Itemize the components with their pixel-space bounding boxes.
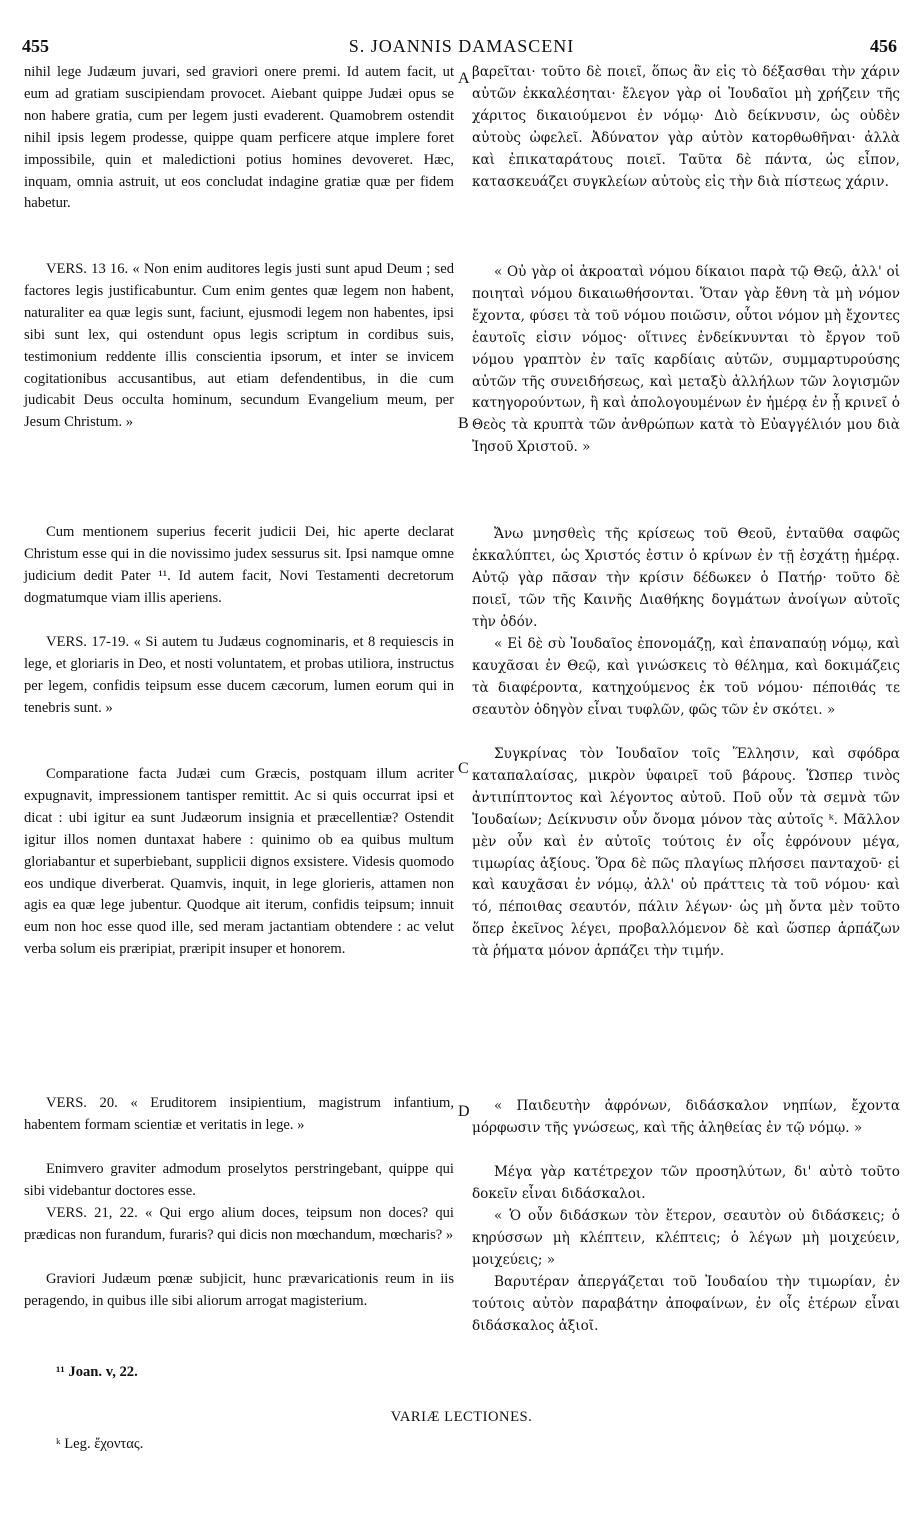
variae-lectiones-heading: VARIÆ LECTIONES. <box>390 1409 533 1425</box>
latin-paragraph: Cum mentionem superius fecerit judicii Dei, hic aperte declarat Christum esse qui in die novissimo judex sessurus sit. Ipsi namque omne judicium dedit Pater ¹¹. Id autem facit, Novi Testamenti decretorum dogmatumque viam illis aperiens. <box>24 524 454 606</box>
section-marker-a: A <box>458 70 470 87</box>
running-title: S. JOANNIS DAMASCENI <box>348 36 575 56</box>
footnote-john: ¹¹ Joan. v, 22. <box>56 1364 138 1380</box>
latin-column <box>24 62 454 1335</box>
greek-paragraph: Μέγα γὰρ κατέτρεχον τῶν προσηλύτων, δι' αὐτὸ τοῦτο δοκεῖν εἶναι διδάσκαλοι. <box>472 1164 900 1202</box>
greek-paragraph: « Παιδευτὴν ἀφρόνων, διδάσκαλον νηπίων, ἔχοντα μόρφωσιν τῆς γνώσεως, καὶ τῆς ἀληθείας ἐν τῷ νόμῳ. » <box>472 1098 900 1136</box>
latin-paragraph: nihil lege Judæum juvari, sed graviori onere premi. Id autem facit, ut eum ad gratiam suscipiendam provocet. Aiebant quippe Judæi opus se non habere gratia, cum per legem justi evaderent. Quamobrem ostendit nihil ipsis legem prodesse, quippe quam perficere atque implere foret impossibile, quin et maledictioni potius homines devoveret. Hæc, inquam, omnia astruit, ut eos concludat indagine gratiæ quæ per fidem habetur. <box>24 64 454 212</box>
greek-paragraph: Ἄνω μνησθεὶς τῆς κρίσεως τοῦ Θεοῦ, ἐνταῦθα σαφῶς ἐκκαλύπτει, ὡς Χριστός ἐστιν ὁ κρίνων ἐν τῇ ἐσχάτῃ ἡμέρᾳ. Αὐτῷ γὰρ πᾶσαν τὴν κρίσιν δέδωκεν ὁ Πατήρ· τοῦτο δὲ ποιεῖ, τῶν τῆς Καινῆς Διαθήκης δογμάτων ἀνοίγων αὐτοῖς τὴν ὁδόν. <box>472 526 900 630</box>
latin-paragraph: Enimvero graviter admodum proselytos perstringebant, quippe qui sibi videbantur doctores esse. <box>24 1161 454 1199</box>
latin-paragraph: Comparatione facta Judæi cum Græcis, postquam illum acriter expugnavit, impressionem tantisper remittit. Ac si quis occurrat ipsi et dicat : ubi igitur ea sunt Judæorum insignia et præcellentiæ? Ostendit igitur illos nomen duntaxat habere : quinimo ob ea quibus multum gloriabantur et superbiebant, supplicii dignos exsistere. Videsis quomodo eos undique diverberat. Quamvis, inquit, in lege glorieris, attamen non agis ea quæ lege jubentur. Quodque ait iterum, confidis teipsum; innuit eum non hoc esse quod ille, sed meram jactantiam obtendere : ac velut verba solum eis præripiat, præripit insuper et honorem. <box>24 766 454 958</box>
page-number-left: 455 <box>22 36 49 56</box>
greek-paragraph: βαρεῖται· τοῦτο δὲ ποιεῖ, ὅπως ἂν εἰς τὸ δέξασθαι τὴν χάριν αὐτῶν ἐκκαλέσηται· ἔλεγον γὰρ οἱ Ἰουδαῖοι μὴ χρήζειν τῆς χάριτος δικαιούμενοι ἐν νόμῳ· Διὸ δείκνυσιν, ὡς οὐδὲν αὐτοὺς ὠφελεῖ. Ἀδύνατον γὰρ αὐτὸν κατορθωθῆναι· ἀλλὰ καὶ ἐπικαταράτους ποιεῖ. Ταῦτα δὲ πάντα, ὡς εἶπον, κατασκευάζει συγκλείων αὐτοὺς εἰς τὴν διὰ πίστεως χάριν. <box>472 64 900 190</box>
latin-paragraph: VERS. 13 16. « Non enim auditores legis justi sunt apud Deum ; sed factores legis justificabuntur. Cum enim gentes quæ legem non habent, naturaliter ea quæ legis sunt, faciunt, ejusmodi legem non habentes, ipsi sibi sunt lex, qui ostendunt opus legis scriptum in cordibus suis, testimonium reddente illis conscientia ipsorum, et inter se invicem cogitationibus accusantibus, aut etiam defendentibus, in die cum judicabit Deus occulta hominum, secundum Evangelium meum, per Jesum Christum. » <box>24 261 454 431</box>
latin-paragraph: VERS. 20. « Eruditorem insipientium, magistrum infantium, habentem formam scientiæ et veritatis in lege. » <box>24 1095 454 1133</box>
latin-paragraph: VERS. 17-19. « Si autem tu Judæus cognominaris, et 8 requiescis in lege, et gloriaris in Deo, et nosti voluntatem, et probas utiliora, instructus per legem, confidis teipsum esse ducem cæcorum, lumen eorum qui in tenebris sunt. » <box>24 634 454 716</box>
section-marker-c: C <box>458 760 469 777</box>
greek-column <box>472 62 900 1338</box>
latin-paragraph: Graviori Judæum pœnæ subjicit, hunc prævaricationis reum in iis peragendo, in quibus ille sibi aliorum arrogat magisterium. <box>24 1271 454 1309</box>
greek-paragraph: Βαρυτέραν ἀπεργάζεται τοῦ Ἰουδαίου τὴν τιμωρίαν, ἐν τούτοις αὐτὸν παραβάτην ἀποφαίνων, ἐν οἷς ἑτέρων εἶναι διδάσκαλος ἀξιοῖ. <box>472 1274 900 1334</box>
section-marker-b: B <box>458 415 469 432</box>
greek-paragraph: « Οὐ γὰρ οἱ ἀκροαταὶ νόμου δίκαιοι παρὰ τῷ Θεῷ, ἀλλ' οἱ ποιηταὶ νόμου δικαιωθήσονται. Ὅταν γὰρ ἔθνη τὰ μὴ νόμον ἔχοντα, φύσει τὰ τοῦ νόμου ποιῶσιν, οὗτοι νόμον μὴ ἔχοντες ἑαυτοῖς εἰσιν νόμος· οἵτινες ἐνδείκνυνται τὸ ἔργον τοῦ νόμου γραπτὸν ἐν ταῖς καρδίαις αὐτῶν, συμμαρτυρούσης αὐτῶν τῆς συνειδήσεως, καὶ μεταξὺ ἀλλήλων τῶν λογισμῶν κατηγορούντων, ἢ καὶ ἀπολογουμένων ἐν ἡμέρᾳ ἐν ᾗ κρινεῖ ὁ Θεὸς τὰ κρυπτὰ τῶν ἀνθρώπων κατὰ τὸ Εὐαγγέλιόν μου διὰ Ἰησοῦ Χριστοῦ. » <box>472 264 900 456</box>
latin-paragraph: VERS. 21, 22. « Qui ergo alium doces, teipsum non doces? qui prædicas non furandum, furaris? qui dicis non mœchandum, mœcharis? » <box>24 1205 454 1243</box>
footnote-variant-reading: ᵏ Leg. ἔχοντας. <box>56 1436 144 1452</box>
greek-paragraph: Συγκρίνας τὸν Ἰουδαῖον τοῖς Ἕλλησιν, καὶ σφόδρα καταπαλαίσας, μικρὸν ὑφαιρεῖ τοῦ βάρους. Ὥσπερ τινὸς ἀντιπίπτοντος καὶ λέγοντος αὐτοῦ. Ποῦ οὖν τὰ σεμνὰ τῶν Ἰουδαίων; Δείκνυσιν οὖν ὄνομα μόνον τὰς αὐτοῖς ᵏ. Μᾶλλον μὲν οὖν καὶ ἐν αὐτοῖς τούτοις ἐν οἷς ἐφρόνουν μέγα, τιμωρίας ἀξίους. Ὅρα δὲ πῶς πλαγίως πλήσσει πανταχοῦ· εἰ καὶ καυχᾶσαι ἐν νόμῳ, ἀλλ' οὐ πράττεις τὰ τοῦ νόμου· καὶ τό, πέποιθας σεαυτόν, πάλιν λέγων· ὡς μὴ ὄντα μὲν τοῦτο ὅπερ ἐκεῖνος λέγει, προβαλλόμενον δὲ καὶ ὥσπερ ἁρπάζων τὰ ῥήματα μόνον ἁρπάζει τὴν τιμήν. <box>472 746 900 960</box>
section-marker-d: D <box>458 1103 470 1120</box>
greek-paragraph: « Εἰ δὲ σὺ Ἰουδαῖος ἐπονομάζῃ, καὶ ἐπαναπαύῃ νόμῳ, καὶ καυχᾶσαι ἐν Θεῷ, καὶ γινώσκεις τὸ θέλημα, καὶ δοκιμάζεις τὰ διαφέροντα, κατηχούμενος ἐκ τοῦ νόμου· πέποιθάς τε σεαυτὸν ὁδηγὸν εἶναι τυφλῶν, φῶς τῶν ἐν σκότει. » <box>472 636 900 718</box>
greek-paragraph: « Ὁ οὖν διδάσκων τὸν ἕτερον, σεαυτὸν οὐ διδάσκεις; ὁ κηρύσσων μὴ κλέπτειν, κλέπτεις; ὁ λέγων μὴ μοιχεύειν, μοιχεύεις; » <box>472 1208 900 1268</box>
page-number-right: 456 <box>870 36 897 56</box>
